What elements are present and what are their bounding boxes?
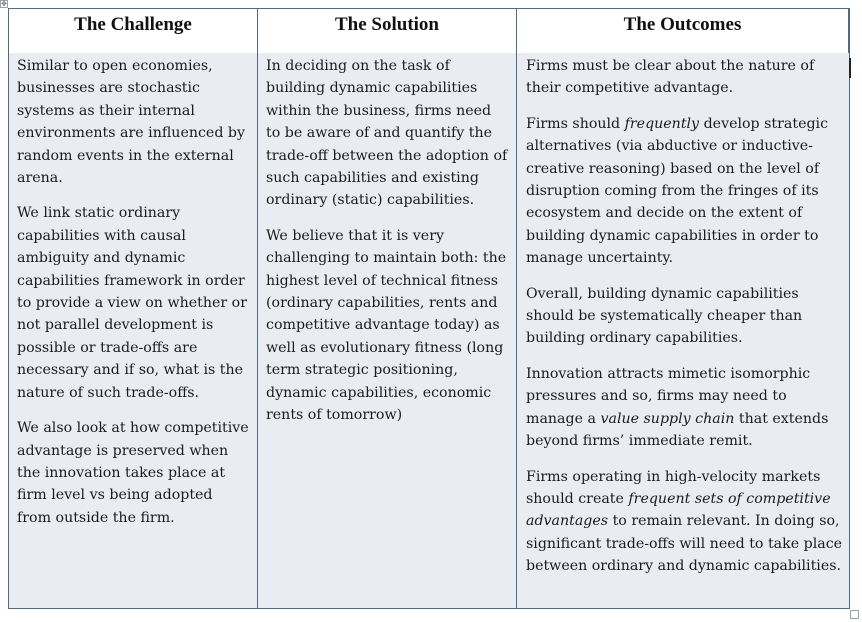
challenge-paragraph-2: We link static ordinary capabilities with causal ambiguity and dynamic capabilities framework in order to provide a view on whether or not parallel development is possible or trade-offs are necessary and if so, what is the nature of such trade-offs. — [17, 205, 247, 401]
header-challenge: The Challenge — [9, 9, 258, 53]
outcomes-paragraph-3: Overall, building dynamic capabilities should be systematically cheaper than building ordinary capabilities. — [526, 285, 803, 347]
outcomes-cell[interactable] — [517, 53, 849, 608]
text-run: that extends beyond firms’ immediate remit. — [526, 410, 829, 450]
outcomes-paragraph-1: Firms must be clear about the nature of their competitive advantage. — [526, 58, 815, 97]
text-run: Firms should — [526, 115, 625, 132]
text-run: Firms operating in high-velocity markets should create — [526, 468, 821, 507]
emphasis-text: frequent sets of competitive advantages — [526, 490, 831, 530]
text-cursor — [849, 58, 851, 78]
outcomes-paragraph-5 — [526, 466, 843, 578]
text-run: Innovation attracts mimetic isomorphic pressures and so, firms may need to manage a — [526, 365, 811, 427]
challenge-cell[interactable] — [9, 53, 258, 608]
solution-paragraph-2: We believe that it is very challenging to maintain both: the highest level of technical fitness (ordinary capabilities, rents and competitive advantage today) as well as evolutionary fitness (long term strategic positioning, dynamic capabilities, economic rents of tomorrow) — [266, 227, 507, 424]
header-solution: The Solution — [258, 9, 517, 53]
outcomes-paragraph-2 — [526, 113, 843, 270]
challenge-paragraph-3: We also look at how competitive advantage is preserved when the innovation takes place at firm level vs being adopted from outside the firm. — [17, 420, 249, 526]
table-move-handle[interactable]: ✥ — [1, 0, 7, 8]
solution-paragraph-1: In deciding on the task of building dynamic capabilities within the business, firms need to be aware of and quantify the trade-off between the adoption of such capabilities and existing ordinary (static) capabilities. — [266, 58, 508, 209]
header-outcomes: The Outcomes — [517, 9, 849, 53]
outcomes-table — [8, 8, 850, 609]
outcomes-paragraph-4 — [526, 363, 843, 453]
table-resize-handle[interactable] — [850, 610, 859, 619]
text-run: to remain relevant. In doing so, significant trade-offs will need to take place between ordinary and dynamic capabilities. — [526, 513, 843, 575]
emphasis-text: value supply chain — [600, 410, 735, 427]
solution-cell[interactable] — [258, 53, 517, 608]
challenge-paragraph-1: Similar to open economies, businesses are stochastic systems as their internal environments are influenced by random events in the external arena. — [17, 58, 246, 187]
emphasis-text: frequently — [624, 115, 700, 132]
text-run: develop strategic alternatives (via abductive or inductive-creative reasoning) based on the level of disruption coming from the fringes of its ecosystem and decide on the extent of building dynamic capabilities in order to manage uncertainty. — [526, 115, 829, 267]
